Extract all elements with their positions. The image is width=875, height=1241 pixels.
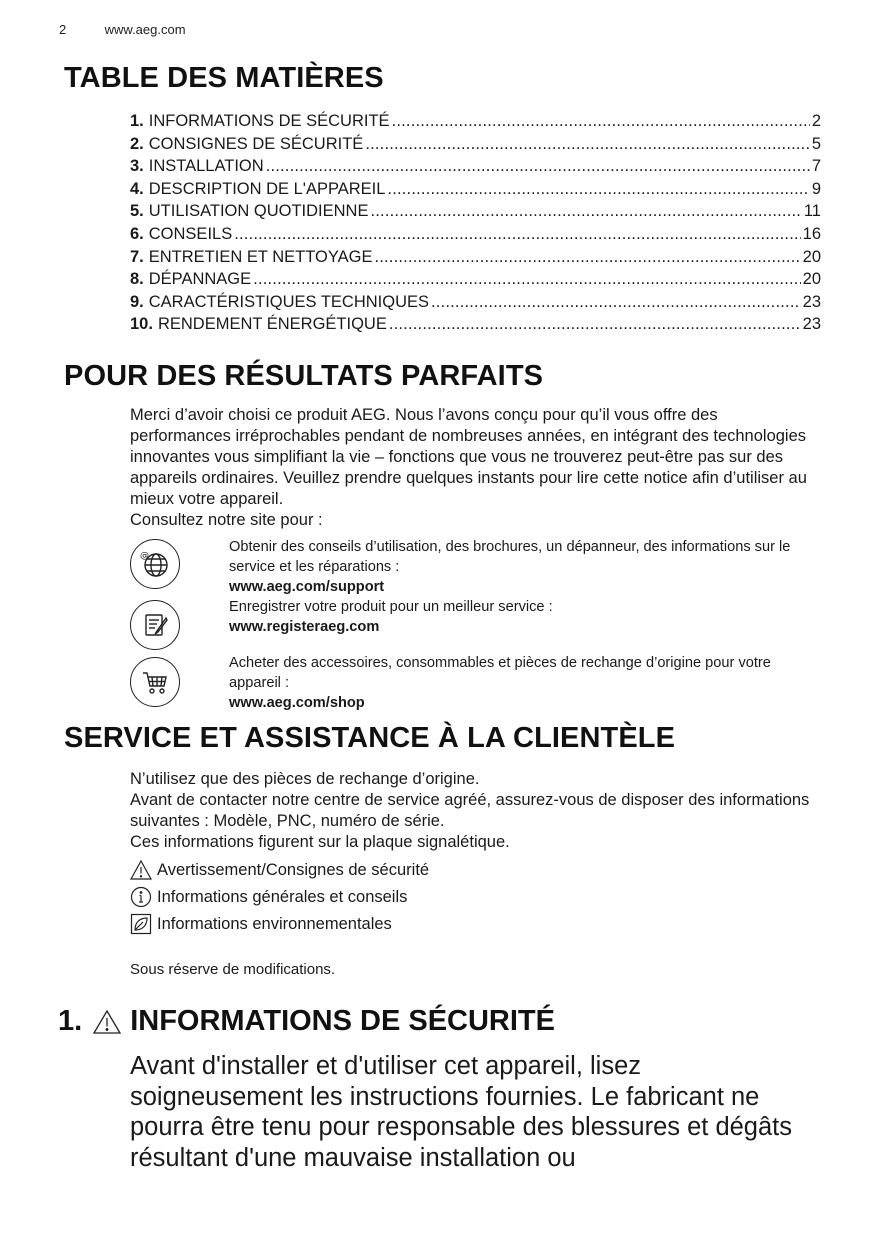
safety-intro-text: Avant d'installer et d'utiliser cet appareil, lisez soigneusement les instructions fournies. Le fabricant ne pourra être tenu pour responsable des blessures et dégâts résultant d'une mauvaise installation ou (130, 1052, 793, 1172)
toc-item-page: 11 (803, 202, 821, 221)
header-site: www.aeg.com (104, 22, 186, 37)
svg-text:@: @ (140, 551, 149, 561)
toc-item[interactable] (130, 268, 821, 291)
toc-item-label: INFORMATIONS DE SÉCURITÉ (148, 112, 390, 130)
toc-item-page: 23 (802, 292, 821, 311)
register-text: Enregistrer votre produit pour un meilleur service : (229, 599, 553, 615)
service-line-3: Ces informations figurent sur la plaque signalétique. (130, 833, 510, 851)
toc-item[interactable] (130, 133, 821, 156)
register-link[interactable]: www.registeraeg.com (229, 619, 380, 635)
warning-icon (92, 1008, 122, 1036)
toc-item-number: 4. (130, 179, 144, 198)
toc-item[interactable] (130, 178, 821, 201)
safety-section-number: 1. (58, 1005, 83, 1037)
toc-dot-leader (365, 133, 810, 156)
toc-item-page: 7 (811, 157, 821, 176)
toc-item-label: ENTRETIEN ET NETTOYAGE (148, 247, 373, 266)
shop-text-block (229, 653, 819, 713)
toc-item[interactable] (130, 155, 821, 178)
service-line-2: Avant de contacter notre centre de service agréé, assurez-vous de disposer des informations suivantes : Modèle, PNC, numéro de série. (130, 791, 810, 830)
toc-title: TABLE DES MATIÈRES (64, 62, 384, 94)
toc-item-page: 2 (811, 112, 821, 130)
toc-item[interactable] (130, 223, 821, 246)
toc-item-page: 23 (802, 315, 821, 334)
toc-item-label: DÉPANNAGE (148, 270, 252, 289)
service-line-1: N’utilisez que des pièces de rechange d’origine. (130, 770, 480, 788)
toc-item-number: 7. (130, 247, 144, 266)
toc-item[interactable] (130, 291, 821, 314)
toc-item-label: INSTALLATION (148, 157, 264, 176)
toc-dot-leader (431, 291, 801, 314)
table-of-contents (130, 110, 821, 336)
service-text (130, 769, 810, 853)
shopping-cart-icon (130, 657, 180, 707)
toc-item[interactable] (130, 246, 821, 269)
register-text-block (229, 597, 819, 637)
support-link[interactable]: www.aeg.com/support (229, 579, 385, 595)
consult-text: Consultez notre site pour : (130, 511, 323, 529)
safety-section-label: INFORMATIONS DE SÉCURITÉ (130, 1005, 555, 1037)
toc-dot-leader (266, 155, 810, 178)
toc-item-label: CONSEILS (148, 224, 233, 243)
toc-item-label: UTILISATION QUOTIDIENNE (148, 202, 369, 221)
toc-item-page: 5 (811, 134, 821, 153)
warning-icon (130, 859, 152, 881)
toc-item-number: 9. (130, 292, 144, 311)
toc-dot-leader (387, 178, 809, 201)
toc-item-number: 5. (130, 202, 144, 221)
toc-dot-leader (374, 246, 800, 269)
register-form-icon (130, 600, 180, 650)
perfect-results-title: POUR DES RÉSULTATS PARFAITS (64, 360, 544, 392)
legend-warning-text: Avertissement/Consignes de sécurité (157, 861, 430, 879)
toc-item-number: 3. (130, 157, 144, 176)
legend-info (130, 886, 407, 908)
toc-item-page: 9 (811, 179, 821, 198)
toc-item[interactable] (130, 200, 821, 223)
toc-dot-leader (253, 268, 800, 291)
legend-environment (130, 913, 392, 935)
globe-icon (130, 539, 180, 589)
modifications-note: Sous réserve de modifications. (130, 961, 336, 978)
toc-item-page: 20 (802, 270, 821, 289)
toc-item-page: 16 (802, 224, 821, 243)
shop-link[interactable]: www.aeg.com/shop (229, 695, 365, 711)
page-number: 2 (59, 22, 67, 37)
toc-item-label: CARACTÉRISTIQUES TECHNIQUES (148, 292, 429, 311)
support-text: Obtenir des conseils d’utilisation, des brochures, un dépanneur, des informations sur le service et les réparations : (229, 539, 791, 575)
toc-item[interactable] (130, 313, 821, 336)
toc-dot-leader (234, 223, 800, 246)
toc-item-number: 6. (130, 224, 144, 243)
toc-item-label: RENDEMENT ÉNERGÉTIQUE (157, 315, 387, 334)
shop-text: Acheter des accessoires, consommables et pièces de rechange d’origine pour votre appareil : (229, 655, 771, 691)
info-icon (130, 886, 152, 908)
toc-dot-leader (392, 110, 810, 133)
toc-dot-leader (389, 313, 801, 336)
legend-info-text: Informations générales et conseils (157, 888, 408, 906)
toc-item-label: CONSIGNES DE SÉCURITÉ (148, 134, 364, 153)
legend-warning (130, 859, 429, 881)
page-header (59, 22, 186, 37)
legend-env-text: Informations environnementales (157, 915, 392, 933)
safety-section-title (58, 1005, 555, 1038)
environment-leaf-icon (130, 913, 152, 935)
intro-text: Merci d’avoir choisi ce produit AEG. Nous l’avons conçu pour qu’il vous offre des performances irréprochables pendant de nombreuses années, en intégrant des technologies innovantes vous simplifiant la vie – fonctions que vous ne trouverez peut-être pas sur des appareils ordinaires. Veuillez prendre quelques instants pour lire cette notice afin d’utiliser au mieux votre appareil. (130, 406, 807, 508)
toc-item-number: 2. (130, 134, 144, 153)
toc-item[interactable] (130, 110, 821, 133)
toc-item-page: 20 (802, 247, 821, 266)
toc-dot-leader (370, 200, 801, 223)
perfect-results-intro (130, 405, 810, 531)
service-title: SERVICE ET ASSISTANCE À LA CLIENTÈLE (64, 722, 676, 754)
toc-item-label: DESCRIPTION DE L'APPAREIL (148, 179, 386, 198)
support-text-block (229, 537, 819, 597)
toc-item-number: 8. (130, 270, 144, 289)
toc-item-number: 1. (130, 112, 144, 130)
toc-item-number: 10. (130, 315, 153, 334)
